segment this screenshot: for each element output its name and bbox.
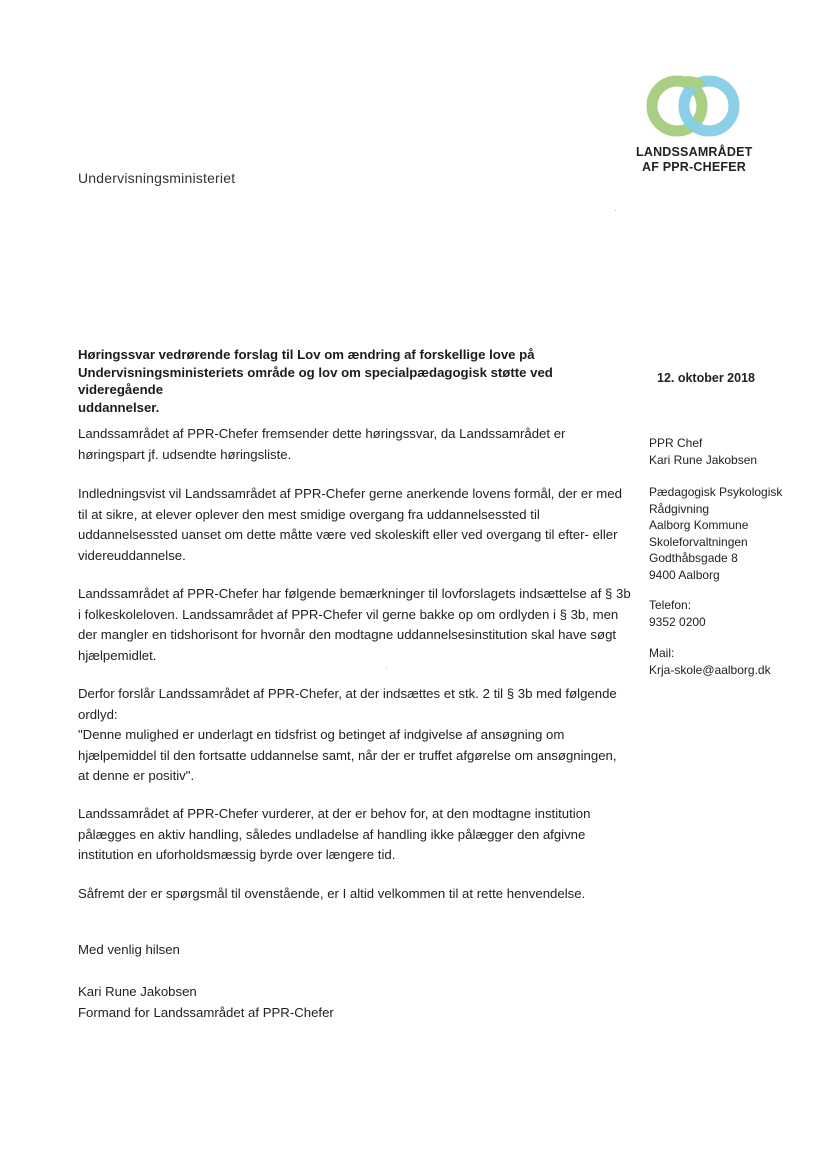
text-line: høringspart jf. udsendte høringsliste. — [78, 446, 292, 462]
text-line: Derfor forslår Landssamrådet af PPR-Chefer, at der indsættes et stk. 2 til § 3b med følgende — [78, 686, 617, 701]
sidebar-mail — [649, 645, 771, 678]
sidebar-line: Pædagogisk Psykologisk — [649, 485, 783, 499]
text-line: Landssamrådet af PPR-Chefer vurderer, at der er behov for, at den modtagne institution — [78, 806, 591, 821]
paragraph-intro — [78, 424, 640, 465]
sidebar-address — [649, 484, 782, 583]
logo-text-line1: LANDSSAMRÅDET — [636, 145, 753, 159]
sidebar-line: Skoleforvaltningen — [649, 534, 748, 549]
sidebar-line: Mail: — [649, 646, 675, 660]
paragraph-contact-offer — [78, 884, 640, 905]
text-line: pålægges en aktiv handling, således undladelse af handling ikke pålægger den afgivne — [78, 826, 586, 842]
paragraph-purpose — [78, 484, 640, 566]
text-line: videreuddannelse. — [78, 547, 186, 563]
text-line: "Denne mulighed er underlagt en tidsfrist og betinget af indgivelse af ansøgning om — [78, 727, 565, 742]
sidebar-contact — [649, 435, 757, 468]
text-line: til at sikre, at elever oplever den mest smidige overgang fra uddannelsessted til — [78, 506, 540, 522]
sidebar-line: 9400 Aalborg — [649, 567, 720, 582]
paragraph-remarks — [78, 584, 640, 666]
text-line: i folkeskoleloven. Landssamrådet af PPR-Chefer vil gerne bakke op om ordlyden i § 3b, men — [78, 606, 619, 622]
sidebar-line: Kari Rune Jakobsen — [649, 452, 758, 467]
sidebar-line: Godthåbsgade 8 — [649, 551, 738, 565]
subject-line: uddannelser. — [78, 399, 160, 415]
signature-title: Formand for Landssamrådet af PPR-Chefer — [78, 1004, 334, 1020]
sidebar-phone — [649, 597, 706, 630]
logo-text-line2: AF PPR-CHEFER — [642, 160, 746, 174]
subject-line: Undervisningsministeriets område og lov om specialpædagogisk støtte ved videregående — [78, 364, 553, 397]
subject-line: Høringssvar vedrørende forslag til Lov om ændring af forskellige love på — [78, 347, 535, 362]
signature — [78, 982, 640, 1023]
sidebar-line: PPR Chef — [649, 436, 703, 450]
text-line: hjælpemidlet. — [78, 647, 157, 663]
closing — [78, 940, 640, 961]
interlocking-rings-icon — [640, 72, 748, 142]
scan-speck — [615, 210, 616, 211]
sidebar-line: Telefon: — [649, 598, 692, 612]
signature-name: Kari Rune Jakobsen — [78, 984, 197, 999]
text-line: uddannelsessted uanset om dette måtte være ved skoleskift eller ved overgang til efter- eller — [78, 527, 618, 542]
text-line: ordlyd: — [78, 706, 118, 722]
closing-text: Med venlig hilsen — [78, 942, 180, 957]
paragraph-proposal — [78, 684, 640, 787]
sidebar-line: Krja-skole@aalborg.dk — [649, 662, 771, 677]
text-line: Såfremt der er spørgsmål til ovenstående, er I altid velkommen til at rette henvendelse. — [78, 886, 586, 901]
recipient: Undervisningsministeriet — [78, 170, 236, 186]
text-line: Landssamrådet af PPR-Chefer fremsender dette høringssvar, da Landssamrådet er — [78, 426, 566, 441]
paragraph-assessment — [78, 804, 640, 866]
text-line: institution en uforholdsmæssig byrde over længere tid. — [78, 847, 396, 862]
sidebar-line: 9352 0200 — [649, 614, 706, 629]
sidebar-line: Rådgivning — [649, 501, 710, 516]
letter-date: 12. oktober 2018 — [657, 371, 755, 385]
letter-subject — [78, 346, 638, 416]
sidebar-line: Aalborg Kommune — [649, 518, 749, 532]
text-line: Indledningsvist vil Landssamrådet af PPR-Chefer gerne anerkende lovens formål, der er med — [78, 486, 622, 501]
organization-logo — [636, 72, 752, 182]
text-line: hjælpemiddel til den fortsatte uddannelse samt, når der er truffet afgørelse om ansøgningen, — [78, 747, 617, 763]
text-line: at denne er positiv". — [78, 768, 195, 783]
scan-speck — [386, 668, 387, 669]
text-line: der mangler en tidshorisont for hvornår den modtagne uddannelsesinstitution skal have søgt — [78, 627, 617, 642]
text-line: Landssamrådet af PPR-Chefer har følgende bemærkninger til lovforslagets indsættelse af § 3b — [78, 586, 631, 601]
